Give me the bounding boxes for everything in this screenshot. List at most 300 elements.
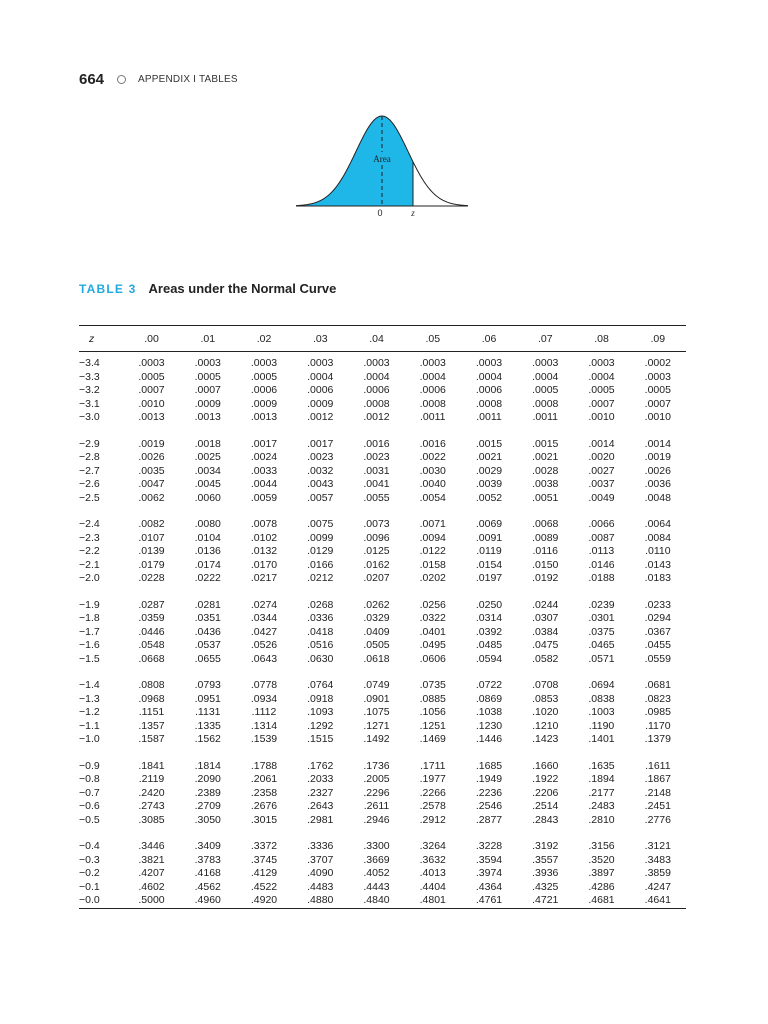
- table-cell: .0107: [138, 531, 165, 544]
- table-cell: .0329: [363, 612, 390, 624]
- table-cell: .0055: [363, 491, 390, 504]
- table-cell: .0139: [138, 545, 165, 557]
- table-cell: .1251: [419, 719, 446, 732]
- table-cell: .0162: [363, 558, 390, 571]
- table-cell: .0110: [645, 545, 671, 557]
- table-cell: .2514: [532, 800, 559, 812]
- table-cell: .0039: [475, 478, 503, 490]
- table-row: [79, 518, 686, 532]
- table-row: [79, 653, 686, 667]
- table-cell: .0008: [419, 397, 446, 410]
- table-cell: .2578: [419, 800, 446, 812]
- table-cell: .2177: [588, 786, 615, 799]
- table-cell: .0057: [307, 491, 334, 504]
- column-header: .00: [123, 326, 179, 352]
- table-row: [79, 478, 686, 492]
- table-cell: .0023: [307, 451, 334, 463]
- table-cell: .0375: [588, 625, 615, 638]
- table-cell: .2420: [138, 786, 165, 799]
- z-value-cell: −1.7: [79, 625, 100, 638]
- table-cell: .0228: [138, 572, 165, 584]
- table-cell: .2643: [307, 800, 334, 812]
- table-cell: .0048: [644, 491, 671, 504]
- table-cell: .1922: [532, 773, 559, 785]
- table-cell: .0052: [475, 491, 503, 504]
- table-cell: .2676: [250, 800, 278, 812]
- table-cell: .1423: [532, 733, 559, 745]
- table-cell: .0003: [644, 370, 671, 383]
- z-value-cell: −2.8: [79, 451, 100, 463]
- table-cell: .0559: [644, 652, 671, 665]
- table-cell: .0594: [475, 652, 503, 665]
- table-label: TABLE 3: [79, 282, 137, 296]
- table-cell: .0268: [307, 598, 334, 611]
- table-cell: .3121: [644, 840, 671, 852]
- table-cell: .0099: [307, 531, 334, 544]
- table-cell: .2236: [475, 786, 503, 799]
- table-cell: .0934: [250, 692, 278, 705]
- table-cell: .0183: [644, 572, 671, 584]
- table-row: [79, 398, 686, 412]
- table-cell: .0985: [644, 706, 671, 718]
- table-cell: .4247: [644, 880, 671, 893]
- table-cell: .0722: [475, 679, 503, 691]
- table-cell: .1314: [250, 719, 278, 732]
- table-cell: .0033: [250, 464, 278, 477]
- table-row: [79, 545, 686, 559]
- z-value-cell: −3.0: [79, 411, 100, 423]
- table-cell: .4602: [138, 880, 165, 893]
- table-cell: .2389: [194, 786, 221, 799]
- table-cell: .4641: [644, 894, 671, 906]
- table-cell: .0026: [644, 464, 671, 477]
- table-cell: .1492: [363, 733, 390, 745]
- table-cell: .1003: [588, 706, 615, 718]
- table-cell: .0116: [532, 545, 558, 557]
- table-cell: .0006: [475, 384, 503, 396]
- table-cell: .3446: [138, 840, 165, 852]
- table-cell: .0051: [532, 491, 559, 504]
- table-cell: .0062: [138, 491, 165, 504]
- table-cell: .1292: [307, 719, 334, 732]
- table-cell: .0307: [532, 612, 559, 624]
- table-cell: .0885: [419, 692, 446, 705]
- table-cell: .2611: [363, 800, 390, 812]
- header-row: [79, 326, 686, 352]
- table-row: [79, 639, 686, 653]
- table-cell: .0749: [363, 679, 390, 691]
- table-cell: .0351: [194, 612, 221, 624]
- table-cell: .2266: [419, 786, 446, 799]
- table-row: [79, 867, 686, 881]
- column-header: .02: [236, 326, 292, 352]
- table-cell: .0548: [138, 639, 165, 651]
- table-cell: .0436: [194, 625, 221, 638]
- table-cell: .0027: [588, 464, 615, 477]
- table-cell: .4129: [250, 867, 278, 879]
- table-cell: .0119: [476, 545, 502, 557]
- table-cell: .2546: [475, 800, 503, 812]
- table-cell: .0250: [475, 598, 503, 611]
- table-cell: .0869: [475, 692, 503, 705]
- table-cell: .0022: [419, 451, 446, 463]
- table-cell: .0019: [644, 451, 671, 463]
- table-cell: .0024: [250, 451, 278, 463]
- table-cell: .0004: [475, 370, 503, 383]
- table-cell: .4364: [475, 880, 503, 893]
- table-cell: .0006: [419, 384, 446, 396]
- z-value-cell: −0.4: [79, 840, 100, 852]
- table-cell: .3745: [250, 853, 278, 866]
- table-cell: .0212: [307, 572, 334, 584]
- table-cell: .0301: [588, 612, 615, 624]
- table-cell: .1210: [532, 719, 559, 732]
- table-cell: .1788: [250, 759, 278, 772]
- table-cell: .0003: [363, 357, 390, 369]
- table-cell: .0009: [194, 397, 221, 410]
- table-cell: .4325: [532, 880, 559, 893]
- table-cell: .0060: [194, 491, 221, 504]
- table-cell: .4960: [194, 894, 221, 906]
- column-header: .03: [292, 326, 348, 352]
- table-cell: .1685: [475, 759, 503, 772]
- table-cell: .3264: [419, 840, 446, 852]
- group-spacer: [79, 425, 686, 438]
- table-cell: .0281: [194, 598, 221, 611]
- table-cell: .0012: [307, 411, 334, 423]
- table-cell: .0006: [250, 384, 278, 396]
- table-cell: .0158: [419, 558, 446, 571]
- table-cell: .0080: [194, 518, 221, 530]
- table-cell: .0037: [588, 478, 615, 490]
- table-cell: .3228: [475, 840, 503, 852]
- table-cell: .1611: [645, 759, 671, 772]
- table-cell: .4761: [475, 894, 503, 906]
- table-cell: .3300: [363, 840, 390, 852]
- table-cell: .0018: [194, 437, 221, 450]
- table-cell: .0606: [419, 652, 446, 665]
- table-cell: .0003: [588, 357, 615, 369]
- table-cell: .0495: [419, 639, 446, 651]
- table-cell: .3557: [532, 853, 559, 866]
- normal-curve-figure: [0, 0, 768, 260]
- table-cell: .0125: [363, 545, 390, 557]
- table-cell: .0668: [138, 652, 165, 665]
- table-cell: .0020: [588, 451, 615, 463]
- z-value-cell: −1.1: [79, 719, 100, 732]
- table-cell: .0143: [644, 558, 671, 571]
- table-cell: .0244: [532, 598, 559, 611]
- table-cell: .3336: [307, 840, 334, 852]
- z-value-cell: −0.6: [79, 800, 100, 812]
- table-row: [79, 840, 686, 854]
- table-cell: .1660: [532, 759, 559, 772]
- table-cell: .0084: [644, 531, 671, 544]
- table-cell: .2005: [363, 773, 390, 785]
- table-cell: .0008: [475, 397, 503, 410]
- table-cell: .0003: [250, 357, 278, 369]
- column-header: .08: [573, 326, 629, 352]
- table-cell: .0174: [194, 558, 221, 571]
- table-cell: .1038: [475, 706, 503, 718]
- table-cell: .0618: [363, 652, 390, 665]
- table-cell: .0008: [363, 397, 390, 410]
- z-value-cell: −3.4: [79, 357, 100, 369]
- table-cell: .0968: [138, 692, 165, 705]
- z-value-cell: −0.9: [79, 759, 100, 772]
- table-cell: .1562: [194, 733, 221, 745]
- table-cell: .0002: [644, 357, 671, 369]
- table-cell: .0089: [532, 531, 559, 544]
- table-cell: .0003: [138, 357, 165, 369]
- table-cell: .0239: [588, 598, 615, 611]
- table-cell: .0166: [307, 558, 334, 571]
- table-cell: .0643: [250, 652, 278, 665]
- table-cell: .2148: [644, 786, 671, 799]
- table-cell: .3821: [138, 853, 165, 866]
- z-value-cell: −0.7: [79, 786, 100, 799]
- table-cell: .0344: [250, 612, 278, 624]
- table-cell: .0003: [194, 357, 221, 369]
- z-value-cell: −2.4: [79, 518, 100, 530]
- table-cell: .0049: [588, 491, 615, 504]
- table-cell: .5000: [138, 894, 165, 906]
- table-cell: .1446: [475, 733, 503, 745]
- table-cell: .0041: [363, 478, 390, 490]
- z-value-cell: −0.0: [79, 894, 100, 906]
- table-cell: .0013: [250, 411, 278, 423]
- table-cell: .0853: [532, 692, 559, 705]
- table-cell: .1539: [250, 733, 278, 745]
- table-cell: .4522: [250, 880, 278, 893]
- z-value-cell: −1.3: [79, 692, 100, 705]
- table-cell: .0202: [419, 572, 446, 584]
- table-cell: .0465: [588, 639, 615, 651]
- table-cell: .0007: [138, 384, 165, 396]
- table-cell: .0005: [588, 384, 615, 396]
- table-caption: [79, 281, 336, 296]
- table-cell: .0059: [250, 491, 278, 504]
- table-cell: .1020: [532, 706, 559, 718]
- table-cell: .3015: [250, 813, 278, 826]
- table-cell: .1977: [419, 773, 446, 785]
- table-cell: .0951: [194, 692, 221, 705]
- table-cell: .4681: [588, 894, 615, 906]
- table-cell: .0032: [307, 464, 334, 477]
- table-cell: .0087: [588, 531, 615, 544]
- table-cell: .1271: [363, 719, 390, 732]
- table-cell: .0004: [307, 370, 334, 383]
- table-row: [79, 599, 686, 613]
- table-cell: .3632: [419, 853, 446, 866]
- table-cell: .4562: [194, 880, 221, 893]
- table-row: [79, 384, 686, 398]
- table-cell: .0256: [419, 598, 446, 611]
- table-cell: .0401: [419, 625, 446, 638]
- z-value-cell: −1.8: [79, 612, 100, 624]
- table-cell: .2451: [644, 800, 671, 812]
- table-row: [79, 371, 686, 385]
- table-cell: .1587: [138, 733, 165, 745]
- table-cell: .0006: [363, 384, 390, 396]
- table-cell: .2119: [138, 773, 165, 785]
- table-cell: .0009: [307, 397, 334, 410]
- table-cell: .1170: [645, 719, 671, 732]
- table-body: [79, 352, 686, 909]
- table-cell: .0179: [138, 558, 165, 571]
- table-cell: .0004: [419, 370, 446, 383]
- table-cell: .3483: [644, 853, 671, 866]
- table-cell: .3783: [194, 853, 221, 866]
- table-cell: .0021: [532, 451, 559, 463]
- table-cell: .0004: [532, 370, 559, 383]
- table-cell: .0034: [194, 464, 221, 477]
- table-cell: .2946: [363, 813, 390, 826]
- column-header: .06: [461, 326, 517, 352]
- table-cell: .3192: [532, 840, 559, 852]
- table-cell: .2776: [644, 813, 671, 826]
- table-cell: .2483: [588, 800, 615, 812]
- table-cell: .0044: [250, 478, 278, 490]
- table-cell: .1894: [588, 773, 615, 785]
- table-cell: .1112: [251, 706, 277, 718]
- z-table: [79, 325, 686, 909]
- table-cell: .0154: [475, 558, 503, 571]
- z-value-cell: −1.2: [79, 706, 100, 718]
- table-cell: .0019: [138, 437, 165, 450]
- table-cell: .2981: [307, 813, 334, 826]
- table-cell: .0014: [644, 437, 671, 450]
- table-cell: .4880: [307, 894, 334, 906]
- group-spacer: [79, 827, 686, 840]
- table-cell: .1401: [588, 733, 615, 745]
- table-cell: .0262: [363, 598, 390, 611]
- table-cell: .0010: [588, 411, 615, 423]
- table-cell: .0129: [307, 545, 334, 557]
- table-cell: .4052: [363, 867, 390, 879]
- table-cell: .0003: [307, 357, 334, 369]
- table-cell: .2033: [307, 773, 334, 785]
- z-value-cell: −2.1: [79, 558, 100, 571]
- table-row: [79, 881, 686, 895]
- table-cell: .2206: [532, 786, 559, 799]
- z-column-header: z: [79, 326, 123, 352]
- table-row: [79, 559, 686, 573]
- table-row: [79, 411, 686, 425]
- table-cell: .1379: [644, 733, 671, 745]
- table-cell: .2843: [532, 813, 559, 826]
- table-cell: .2327: [307, 786, 334, 799]
- table-cell: .2810: [588, 813, 615, 826]
- table-cell: .3520: [588, 853, 615, 866]
- z-value-cell: −1.9: [79, 598, 100, 611]
- table-cell: .1867: [644, 773, 671, 785]
- table-cell: .3156: [588, 840, 615, 852]
- table-cell: .0010: [138, 397, 165, 410]
- table-cell: .1711: [420, 759, 446, 772]
- table-cell: .4286: [588, 880, 615, 893]
- table-cell: .3050: [194, 813, 221, 826]
- table-row: [79, 532, 686, 546]
- z-value-cell: −3.1: [79, 397, 100, 410]
- table-row: [79, 693, 686, 707]
- bottom-rule: [79, 908, 686, 909]
- table-cell: .0384: [532, 625, 559, 638]
- table-row: [79, 787, 686, 801]
- table-cell: .1635: [588, 759, 615, 772]
- table-row: [79, 814, 686, 828]
- table-cell: .0043: [307, 478, 334, 490]
- table-title: Areas under the Normal Curve: [148, 281, 337, 296]
- table-cell: .0008: [532, 397, 559, 410]
- table-cell: .4801: [419, 894, 446, 906]
- table-cell: .0314: [475, 612, 503, 624]
- running-title: APPENDIX I TABLES: [138, 74, 238, 85]
- table-cell: .0075: [307, 518, 334, 530]
- table-row: [79, 800, 686, 814]
- zero-label: 0: [377, 208, 383, 218]
- table-cell: .0418: [307, 625, 334, 638]
- table-cell: .1131: [195, 706, 221, 718]
- column-header: .01: [180, 326, 236, 352]
- table-cell: .4090: [307, 867, 334, 879]
- table-cell: .0287: [138, 598, 165, 611]
- table-cell: .1190: [588, 719, 615, 732]
- table-cell: .0035: [138, 464, 165, 477]
- table-row: [79, 626, 686, 640]
- z-value-cell: −1.5: [79, 652, 100, 665]
- table-row: [79, 706, 686, 720]
- table-cell: .0655: [194, 652, 221, 665]
- table-cell: .0017: [250, 437, 278, 450]
- table-cell: .1736: [363, 759, 390, 772]
- table-cell: .1075: [363, 706, 390, 718]
- table-cell: .0170: [250, 558, 278, 571]
- table-cell: .0132: [250, 545, 278, 557]
- table-cell: .0003: [475, 357, 503, 369]
- table-cell: .2090: [194, 773, 221, 785]
- table-cell: .4168: [194, 867, 221, 879]
- table-cell: .0003: [419, 357, 446, 369]
- table-cell: .1762: [307, 759, 334, 772]
- table-cell: .0007: [644, 397, 671, 410]
- table-cell: .1056: [419, 706, 446, 718]
- table-cell: .0808: [138, 679, 165, 691]
- table-cell: .0028: [532, 464, 559, 477]
- z-value-cell: −2.3: [79, 531, 100, 544]
- table-cell: .0681: [644, 679, 671, 691]
- table-cell: .0026: [138, 451, 165, 463]
- table-cell: .4840: [363, 894, 390, 906]
- table-cell: .0004: [588, 370, 615, 383]
- table-cell: .0017: [307, 437, 334, 450]
- table-cell: .0104: [194, 531, 221, 544]
- table-cell: .0188: [588, 572, 615, 584]
- table-cell: .4404: [419, 880, 446, 893]
- table-cell: .0150: [532, 558, 559, 571]
- table-cell: .0016: [363, 437, 390, 450]
- table-cell: .2061: [250, 773, 278, 785]
- table-cell: .0047: [138, 478, 165, 490]
- table-cell: .0838: [588, 692, 615, 705]
- column-header: .05: [405, 326, 461, 352]
- table-cell: .3669: [363, 853, 390, 866]
- table-cell: .0015: [532, 437, 559, 450]
- table-cell: .0025: [194, 451, 221, 463]
- table-cell: .0764: [307, 679, 334, 691]
- table-cell: .1515: [307, 733, 334, 745]
- table-cell: .0197: [475, 572, 503, 584]
